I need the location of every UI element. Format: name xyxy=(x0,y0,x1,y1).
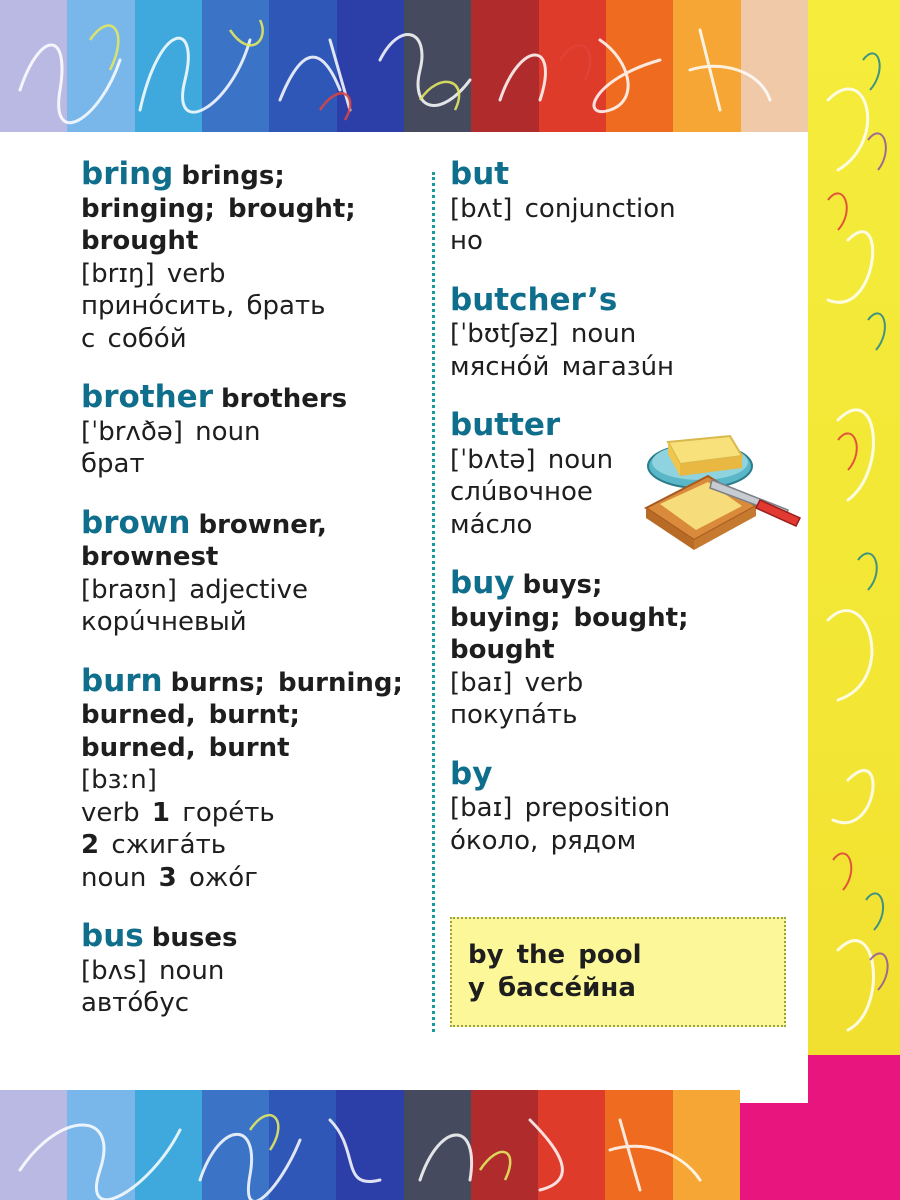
translation: автóбус xyxy=(81,988,190,1018)
stripe xyxy=(605,1090,672,1200)
translation: горéть xyxy=(182,797,275,828)
word-forms: brought xyxy=(81,226,199,256)
word-forms: burned, burnt; xyxy=(81,700,300,730)
headword: but xyxy=(450,156,510,192)
dictionary-entry xyxy=(81,158,421,355)
word-forms: buying; bought; xyxy=(450,602,689,633)
stripe xyxy=(337,0,404,132)
transcription: [baɪ] preposition xyxy=(450,793,671,823)
word-forms: burns; burning; xyxy=(170,667,403,698)
transcription: [braʊn] adjective xyxy=(81,574,308,605)
transcription: [ˈbrʌðə] noun xyxy=(81,416,261,447)
sense-number: 2 xyxy=(81,830,100,860)
headword: buy xyxy=(450,565,515,601)
dictionary-entry xyxy=(81,504,421,639)
dictionary-entry xyxy=(450,567,795,732)
dictionary-entry xyxy=(81,381,421,481)
bottom-decorative-band xyxy=(0,1090,740,1200)
transcription: [brɪŋ] verb xyxy=(81,258,226,289)
transcription: [ˈbʌtə] noun xyxy=(450,444,614,475)
dictionary-entry xyxy=(450,158,795,258)
word-forms: browner, xyxy=(198,509,327,540)
stripe xyxy=(741,0,808,132)
stripe xyxy=(404,0,471,132)
translation: с собóй xyxy=(81,323,187,354)
sense-number: 3 xyxy=(158,862,177,893)
headword: by xyxy=(450,755,493,792)
transcription: [bʌt] conjunction xyxy=(450,193,676,224)
headword: bus xyxy=(81,918,144,954)
phrase-english: by the pool xyxy=(468,940,642,970)
transcription: [bɜːn] xyxy=(81,765,157,795)
word-forms: burned, burnt xyxy=(81,732,290,763)
dictionary-entry xyxy=(450,281,795,384)
transcription: [bʌs] noun xyxy=(81,955,225,986)
left-column xyxy=(81,158,421,1046)
column-divider xyxy=(432,172,435,1032)
butter-on-toast-icon xyxy=(638,418,803,568)
translation: брат xyxy=(81,449,145,479)
translation: слúвочное xyxy=(450,477,593,507)
word-forms: bought xyxy=(450,635,555,665)
stripe xyxy=(135,0,202,132)
stripe xyxy=(404,1090,471,1200)
stripe xyxy=(202,1090,269,1200)
transcription: [baɪ] verb xyxy=(450,667,584,698)
headword: bring xyxy=(81,156,174,192)
translation: покупáть xyxy=(450,700,578,730)
word-forms: brings; xyxy=(181,161,285,191)
headword: brown xyxy=(81,504,191,541)
stripe xyxy=(606,0,673,132)
stripe xyxy=(539,0,606,132)
stripe xyxy=(67,1090,134,1200)
sense-number: 1 xyxy=(151,797,170,828)
dictionary-entry xyxy=(450,755,795,858)
stripe xyxy=(202,0,269,132)
translation: мáсло xyxy=(450,509,533,540)
stripe xyxy=(673,0,740,132)
word-forms: bringing; brought; xyxy=(81,193,356,224)
stripe xyxy=(269,1090,336,1200)
stripe xyxy=(269,0,336,132)
top-decorative-band xyxy=(0,0,808,132)
translation: сжигáть xyxy=(111,830,227,860)
headword: butcher’s xyxy=(450,281,618,318)
translation: корúчневый xyxy=(81,607,247,637)
transcription: [ˈbʊtʃəz] noun xyxy=(450,319,637,349)
translation: ожóг xyxy=(188,862,258,893)
word-forms: buses xyxy=(151,923,238,953)
part-of-speech: noun xyxy=(81,862,147,893)
translation: но xyxy=(450,226,483,256)
headword: brother xyxy=(81,379,213,415)
stripe xyxy=(673,1090,740,1200)
sense-line xyxy=(81,797,421,830)
word-forms: buys; xyxy=(522,570,603,600)
sense-line xyxy=(81,862,421,895)
translation: принóсить, брать xyxy=(81,291,326,321)
stripe xyxy=(538,1090,605,1200)
stripe xyxy=(0,0,67,132)
dictionary-entry xyxy=(81,920,421,1020)
stripe xyxy=(471,0,538,132)
stripe xyxy=(0,1090,67,1200)
part-of-speech: verb xyxy=(81,797,140,828)
stripe xyxy=(67,0,134,132)
translation: óколо, рядом xyxy=(450,825,637,856)
stripe xyxy=(471,1090,538,1200)
translation: мяснóй магазúн xyxy=(450,351,675,382)
stripe xyxy=(135,1090,202,1200)
headword: burn xyxy=(81,662,163,699)
stripe xyxy=(336,1090,403,1200)
sense-line xyxy=(81,829,421,862)
phrase-russian: у бассéйна xyxy=(468,972,636,1003)
calligraphy-letters-decoration xyxy=(808,0,900,1200)
word-forms: brothers xyxy=(220,384,348,414)
word-forms: brownest xyxy=(81,542,219,572)
headword: butter xyxy=(450,407,561,443)
phrase-example-box xyxy=(450,917,786,1027)
right-decorative-strip xyxy=(808,0,900,1200)
dictionary-entry xyxy=(81,662,421,895)
